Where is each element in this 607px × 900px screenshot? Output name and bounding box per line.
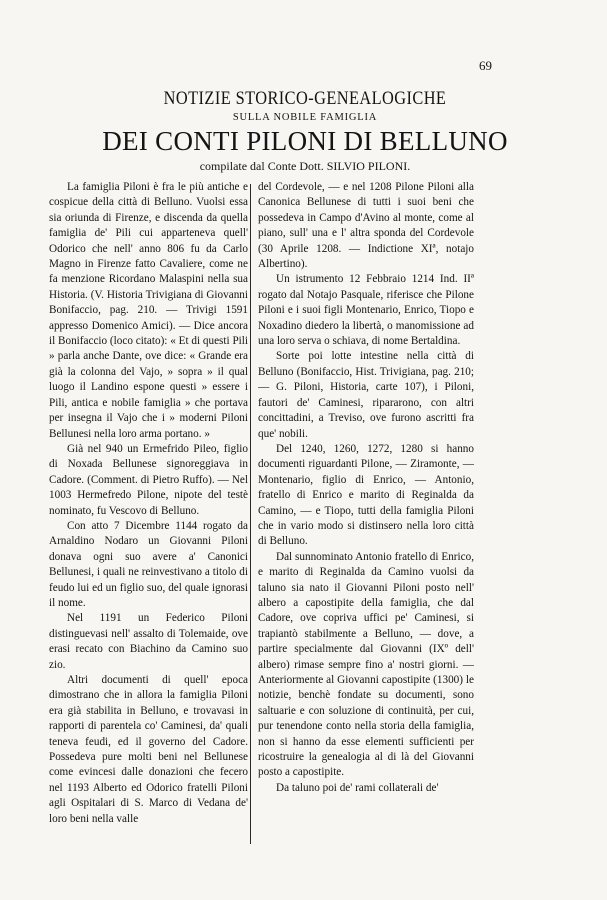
subtitle: SULLA NOBILE FAMIGLIA — [232, 112, 378, 123]
column-divider — [250, 184, 251, 844]
title-line-2: DEI CONTI PILONI DI BELLUNO — [102, 126, 508, 156]
paragraph: Dal sunnominato Antonio fratello di Enrico, e marito di Reginalda da Camino vuolsi da taluno sia nato il Giovanni Piloni posto nell' albero a capostipite della famiglia, che dal Cadore, ove copriva uffici pe' Caminesi, si trapiantò stabilmente a Belluno, — dove, a partire specialmente dal Giovanni (IXº dell' albero) rimase sempre fino a' nostri giorni. — Anteriormente al Giovanni capostipite (1300) le notizie, benchè fondate su documenti, sono saltuarie e con soluzione di continuità, per cui, pur tenendone conto nella storia della famiglia, non si hanno da esse elementi sufficienti per ricostruire la genealogia al di là del Giovanni posto a capostipite. — [258, 550, 474, 779]
page-number: 69 — [479, 58, 492, 73]
left-column — [49, 180, 248, 850]
paragraph: Nel 1191 un Federico Piloni distinguevasi nell' assalto di Tolemaide, ove erasi recato con Biachino da Camino suo zio. — [49, 612, 248, 671]
paragraph: Un istrumento 12 Febbraio 1214 Ind. IIª rogato dal Notajo Pasquale, riferisce che Pilone Piloni e i suoi figli Montenario, Enrico, Tiopo e Noxadino diedero la libertà, o manomissione ad una loro serva o schiava, di nome Bertaldina. — [258, 273, 474, 348]
compiler-line: compilate dal Conte Dott. SILVIO PILONI. — [199, 159, 411, 173]
title-line-1: NOTIZIE STORICO-GENEALOGICHE — [163, 88, 447, 109]
paragraph: del Cordevole, — e nel 1208 Pilone Piloni alla Canonica Bellunese di tutti i suoi beni che possedeva in Campo d'Avino al monte, come al piano, sull' una e l' altra sponda del Cordevole (30 Aprile 1208. — Indictione XIª, notajo Albertino). — [258, 181, 474, 271]
paragraph: Già nel 940 un Ermefrido Pileo, figlio di Noxada Bellunese signoreggiava in Cadore. (Comment. di Pietro Ruffo). — Nel 1003 Hermefredo Pilone, nipote del testè nominato, fu Vescovo di Belluno. — [49, 442, 248, 517]
paragraph: Sorte poi lotte intestine nella città di Belluno (Bonifaccio, Hist. Trivigiana, pag. 210; — G. Piloni, Historia, carte 107), i Piloni, fautori de' Caminesi, ripararono, con altri concittadini, a Treviso, ove furono ascritti fra que' nobili. — [258, 350, 474, 440]
paragraph: Da taluno poi de' rami collaterali de' — [276, 781, 439, 794]
right-column — [258, 180, 474, 850]
paragraph: La famiglia Piloni è fra le più antiche e cospicue della città di Belluno. Vuolsi essa sia oriunda di Firenze, e discenda da quella famiglia de' Pili cui apparteneva quell' Odorico che nell' anno 806 fu da Carlo Magno in Firenze fatto Cavaliere, come ne fa menzione Ricordano Malaspini nella sua Historia. (V. Historia Trivigiana di Giovanni Bonifaccio, pag. 210. — Trivigi 1591 appresso Domenico Amici). — Dice ancora il Bonifaccio (loco citato): « Et di questi Pili » parla anche Dante, ove dice: « Grande era già la colonna del Vajo, » sopra » il qual luogo il Landino espone questi » essere i Pili, antica e nobile famiglia » che portava per insegna il Vajo che i » moderni Piloni Bellunesi nella loro arma portano. » — [49, 181, 248, 440]
paragraph: Con atto 7 Dicembre 1144 rogato da Arnaldino Nodaro un Giovanni Piloni donava ogni suo avere a' Canonici Bellunesi, i quali ne reinvestivano a titolo di feudo lui ed un figlio suo, del quale ignorasi il nome. — [49, 519, 248, 609]
paragraph: Altri documenti di quell' epoca dimostrano che in allora la famiglia Piloni era già stabilita in Belluno, e trovavasi in rapporti di parentela co' Caminesi, da' quali teneva feudi, ed il governo del Cadore. Possedeva pure molti beni nel Bellunese come evincesi dalle donazioni che fecero nel 1193 Alberto ed Odorico fratelli Piloni agli Ospitalari di S. Marco di Vedana de' loro beni nella valle — [49, 674, 248, 825]
paragraph: Del 1240, 1260, 1272, 1280 si hanno documenti riguardanti Pilone, — Ziramonte, — Montenario, figlio di Enrico, — Antonio, fratello di Enrico e marito di Reginalda da Camino, — e Tiopo, tutti della famiglia Piloni che in vario modo si distinsero nella loro città di Belluno. — [258, 442, 474, 548]
article-header — [60, 88, 550, 174]
